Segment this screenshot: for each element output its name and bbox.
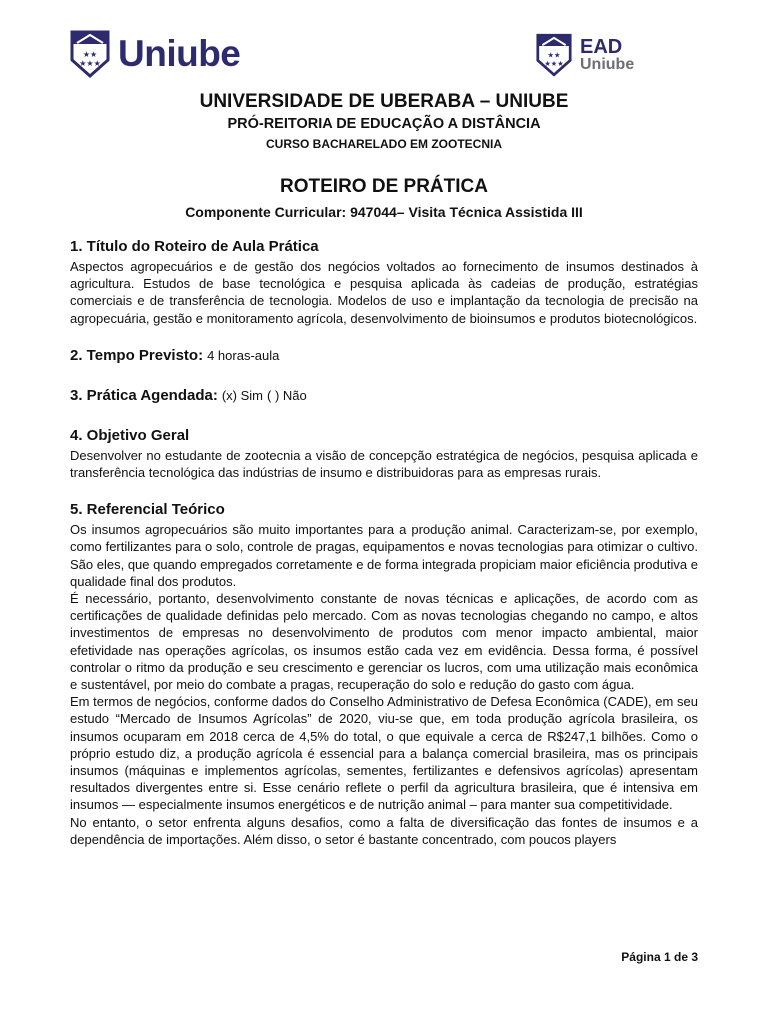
svg-text:★★: ★★ [82, 50, 98, 59]
shield-stars-icon [70, 30, 110, 78]
paragraph: É necessário, portanto, desenvolvimento constante de novas técnicas e aplicações, de acordo com as certificações de qualidade definidas pelo mercado. Com as novas tecnologias chegando no campo, e altos investimentos de empresas no desenvolvimento de produtos com menor impacto ambiental, maior efetividade nas operações agrícolas, os insumos estão cada vez em evidência. Dessa forma, é possível controlar o ritmo da produção e seu crescimento e gerenciar os lucros, com uma utilização mais econômica e sustentável, por meio do combate a pragas, recuperação do solo e redução do gasto com água. [70, 591, 698, 693]
ead-logo-sublabel: Uniube [580, 56, 635, 73]
uniube-logo [70, 30, 240, 78]
paragraph: Os insumos agropecuários são muito importantes para a produção animal. Caracterizam-se, por exemplo, como fertilizantes para o solo, controle de pragas, equipamentos e novas tecnologias para otimizar o cultivo. São eles, que quando empregados corretamente e de forma integrada propiciam maior eficiência produtiva e qualidade final dos produtos. [70, 522, 698, 589]
section-pratica-agendada [70, 385, 698, 407]
section-titulo [70, 236, 698, 327]
svg-text:★★★: ★★★ [544, 58, 564, 68]
university-heading: UNIVERSIDADE DE UBERABA – UNIUBE [199, 91, 569, 112]
paragraph: Em termos de negócios, conforme dados do Conselho Administrativo de Defesa Econômica (CADE), em seu estudo “Mercado de Insumos Agrícolas” de 2020, viu-se que, em toda produção agrícola brasileira, os insumos ocuparam em 2018 cerca de 4,5% do total, o que equivale a cerca de R$247,1 bilhões. Como o próprio estudo diz, a produção agrícola é essencial para a balança comercial brasileira, mas os principais insumos (máquinas e implementos agrícolas, sementes, fertilizantes e defensivos agrícolas) apresentam resultados divergentes entre si. Esse cenário reflete o perfil da agricultura brasileira, que é intensiva em insumos — especialmente insumos energéticos e de nutrição animal – para manter sua competitividade. [70, 694, 698, 813]
curricular-component: Componente Curricular: 947044– Visita Técnica Assistida III [185, 204, 583, 220]
svg-text:★★★: ★★★ [79, 59, 101, 68]
uniube-logo-text: Uniube [118, 33, 241, 74]
section-heading: 5. Referencial Teórico [70, 501, 225, 519]
option-nao: ( ) Não [267, 387, 307, 403]
document-body [70, 236, 698, 866]
ead-uniube-logo [536, 32, 634, 78]
ead-logo-label: EAD [580, 36, 623, 58]
section-objetivo [70, 425, 698, 481]
paragraph: No entanto, o setor enfrenta alguns desafios, como a falta de diversificação das fontes de insumos e a dependência de importações. Além disso, o setor é bastante concentrado, com poucos players [70, 814, 698, 847]
section-tempo [70, 345, 698, 367]
section-text: Desenvolver no estudante de zootecnia a visão de concepção estratégica de negócios, pesquisa aplicada e transferência tecnológica das indústrias de insumo e distribuidoras para as empresas rurais. [70, 447, 698, 481]
pro-reitoria-heading: PRÓ-REITORIA DE EDUCAÇÃO A DISTÂNCIA [227, 116, 541, 132]
section-text: Aspectos agropecuários e de gestão dos negócios voltados ao fornecimento de insumos destinados à agricultura. Estudos de base tecnológica e pesquisa aplicada às cadeias de produção, estratégias comerciais e de transferência de tecnologia. Modelos de uso e implantação da tecnologia de precisão na agropecuária, gestão e monitoramento agrícola, desenvolvimento de bioinsumos e produtos biotecnológicos. [70, 259, 698, 326]
section-heading: 3. Prática Agendada: [70, 386, 218, 404]
shield-stars-icon [536, 32, 572, 78]
course-heading: CURSO BACHARELADO EM ZOOTECNIA [266, 137, 502, 151]
page-number: Página 1 de 3 [621, 950, 698, 964]
tempo-value: 4 horas-aula [207, 347, 280, 363]
section-heading: 1. Título do Roteiro de Aula Prática [70, 238, 319, 255]
option-sim: (x) Sim [221, 387, 263, 403]
section-referencial [70, 499, 698, 848]
document-title: ROTEIRO DE PRÁTICA [280, 176, 488, 197]
section-heading: 2. Tempo Previsto: [70, 346, 204, 364]
section-heading: 4. Objetivo Geral [70, 426, 190, 444]
svg-text:★★: ★★ [547, 50, 561, 60]
